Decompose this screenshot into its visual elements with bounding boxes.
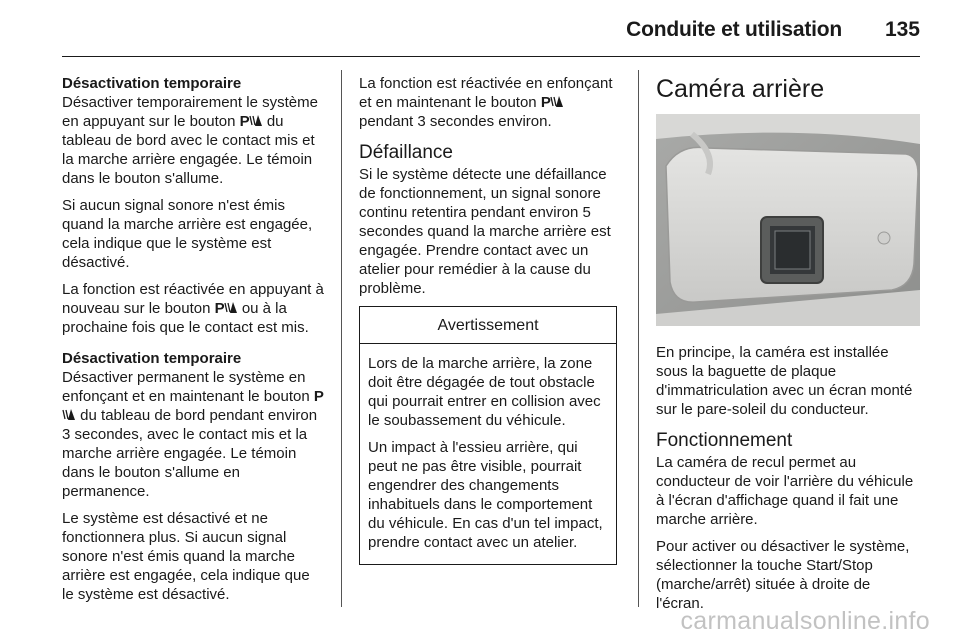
sensor-waves-icon [249,114,263,127]
page-number: 135 [884,18,920,41]
text: La fonction est réactivée en enfonçant et en maintenant le bouton [359,75,613,111]
park-assist-button-icon [215,300,238,317]
page-section-title: Conduite et utilisation [626,18,842,41]
heading-fault: Défaillance [359,142,453,163]
section-title-permanent: Désactivation temporaire [62,350,242,367]
park-assist-letter: P [540,94,550,111]
page-header [0,0,960,58]
sensor-waves-icon [224,301,238,314]
text: Désactiver permanent le système en enfonçant et en maintenant le bouton [62,369,310,405]
park-assist-letter: P [239,113,249,130]
paragraph [62,93,324,188]
paragraph: Si le système détecte une défaillance de fonctionnement, un signal sonore continu retentira pendant environ 5 secondes quand la marche arrière est engagée. Prendre contact avec un atelier pour remédier à la cause du problème. [359,166,611,297]
heading-operation: Fonctionnement [656,430,793,451]
park-assist-button-icon [541,94,564,111]
park-assist-letter: P [214,300,224,317]
paragraph: En principe, la caméra est installée sous la baguette de plaque d'immatriculation avec un écran monté sur le pare-soleil du conducteur. [656,344,913,418]
section-title-temporary: Désactivation temporaire [62,75,242,92]
paragraph [62,368,324,501]
paragraph: Pour activer ou désactiver le système, sélectionner la touche Start/Stop (marche/arrêt) située à droite de l'écran. [656,538,910,612]
park-assist-letter: P [313,388,323,405]
paragraph: La caméra de recul permet au conducteur de voir l'arrière du véhicule à l'écran d'affichage quand il fait une marche arrière. [656,454,914,528]
column-3 [656,74,920,621]
warning-paragraph: Lors de la marche arrière, la zone doit être dégagée de tout obstacle qui pourrait entrer en collision avec le soubassement du véhicule. [368,355,601,429]
sensor-waves-icon [62,408,76,421]
heading-rear-camera: Caméra arrière [656,75,825,103]
sun-visor-display-photo [656,114,920,326]
column-divider-1 [341,70,342,607]
park-assist-button-icon [240,113,263,130]
text: La fonction est réactivée en appuyant à nouveau sur le bouton [62,281,324,317]
warning-body [360,344,616,564]
header-divider [62,56,920,57]
column-2 [359,74,621,565]
sensor-waves-icon [550,95,564,108]
paragraph [359,74,621,131]
text: pendant 3 secondes environ. [359,113,552,130]
paragraph [62,280,324,337]
sun-visor-illustration [656,114,920,326]
text: Désactiver temporairement le système en appuyant sur le bouton [62,94,318,130]
text: du tableau de bord avec le contact mis et la marche arrière engagée. Le témoin dans le bouton s'allume. [62,113,315,187]
column-1 [62,74,324,612]
text: du tableau de bord pendant environ 3 secondes, avec le contact mis et la marche arrière engagée. Le témoin dans le bouton s'allume en permanence. [62,407,318,500]
warning-title: Avertissement [360,307,616,344]
warning-paragraph: Un impact à l'essieu arrière, qui peut ne pas être visible, pourrait engendrer des changements inhabituels dans le comportement du véhicule. En cas d'un tel impact, prendre contact avec un atelier. [368,439,603,551]
warning-box [359,306,617,565]
watermark: carmanualsonline.info [680,607,930,635]
text: ou à la prochaine fois que le contact est mis. [62,300,309,336]
paragraph: Le système est désactivé et ne fonctionnera plus. Si aucun signal sonore n'est émis quand la marche arrière est engagée, cela indique que le système est désactivé. [62,510,310,603]
paragraph: Si aucun signal sonore n'est émis quand la marche arrière est engagée, cela indique que le système est désactivé. [62,197,313,271]
column-divider-2 [638,70,639,607]
